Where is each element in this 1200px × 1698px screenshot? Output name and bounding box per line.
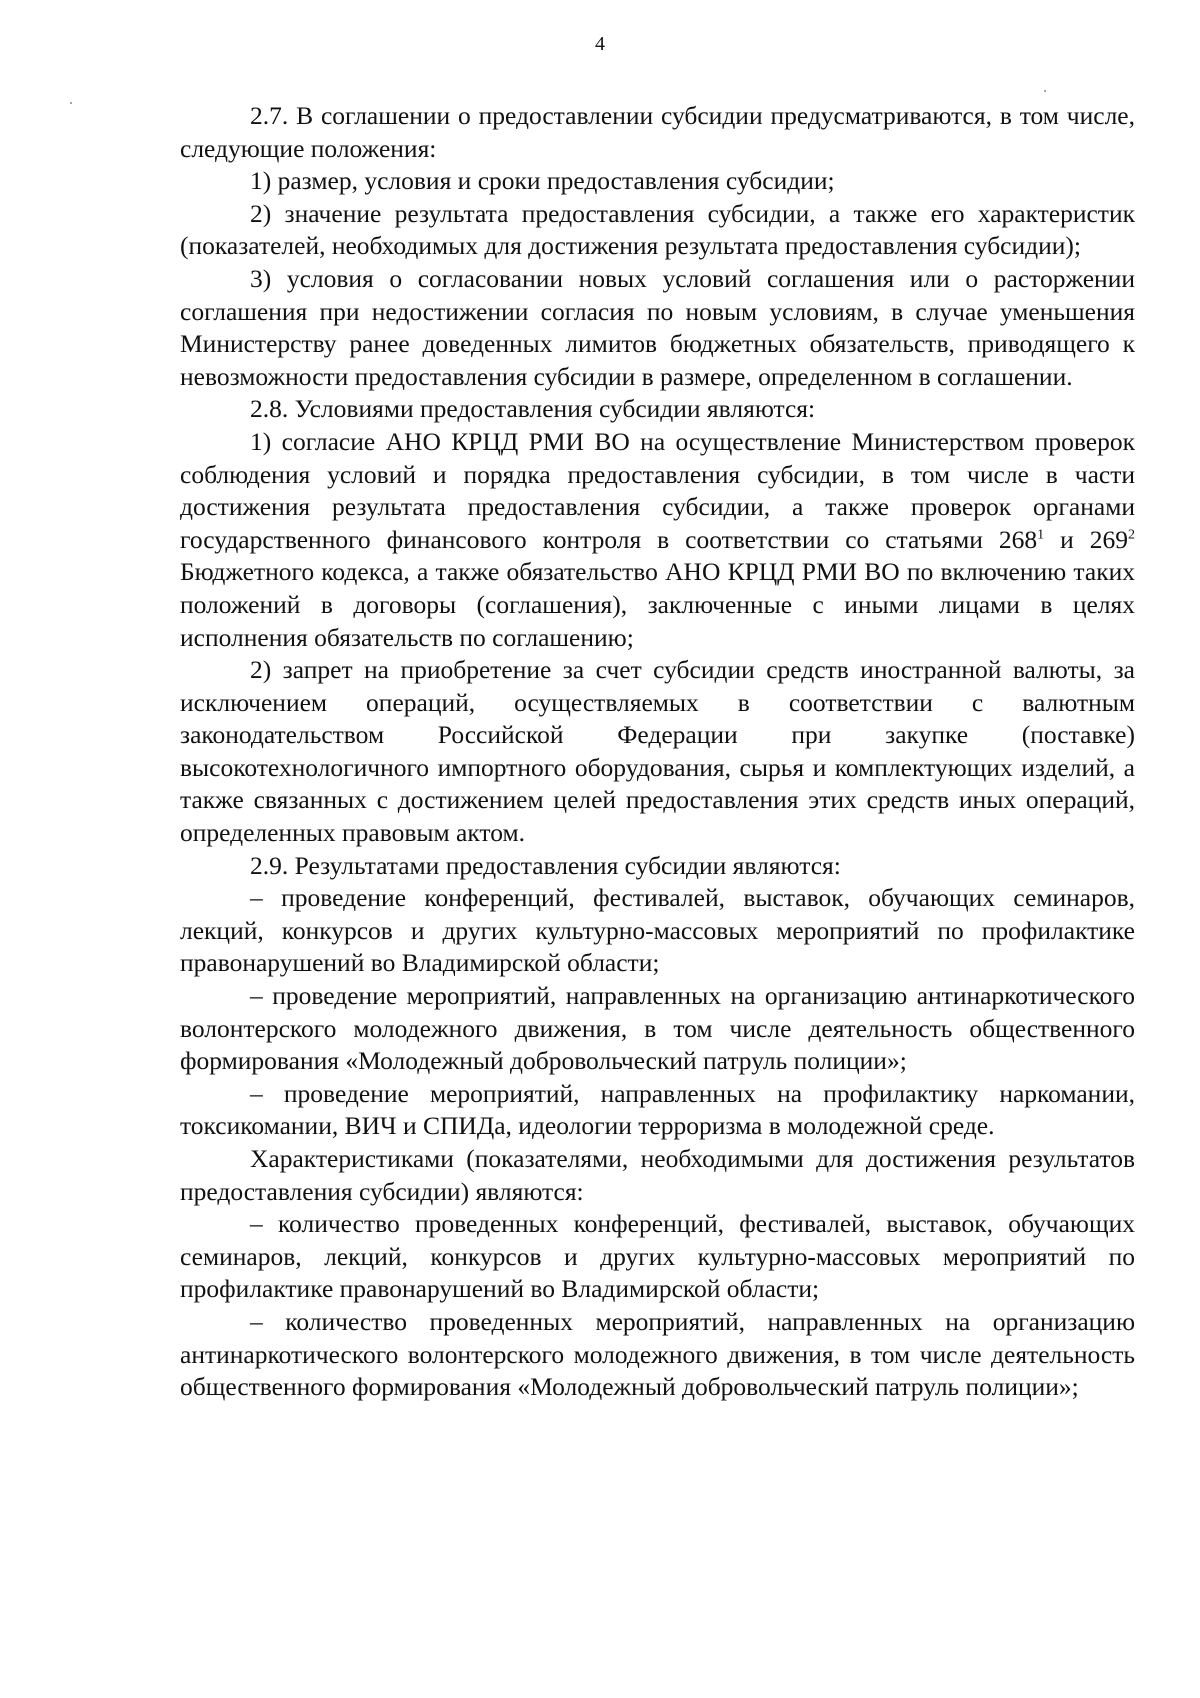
paragraph-2-9-item-2: – проведение мероприятий, направленных на организацию антинаркотического волонтерского молодежного движения, в том числе деятельность общественного формирования «Молодежный добровольческий патруль полиции»;: [180, 981, 1135, 1076]
paragraph-characteristics: Характеристиками (показателями, необходимыми для достижения результатов предоставления субсидии) являются:: [180, 1144, 1135, 1206]
page-number: 4: [595, 33, 605, 55]
paragraph-2-8-item-1-part-c: Бюджетного кодекса, а также обязательство АНО КРЦД РМИ ВО по включению таких положений в договоры (соглашения), заключенные с иными лицами в целях исполнения обязательств по соглашению;: [180, 557, 1135, 652]
scan-speck: [1044, 90, 1046, 92]
scan-speck: [70, 102, 72, 104]
document-body: [180, 100, 1135, 1404]
superscript-2: 2: [1128, 527, 1135, 543]
paragraph-2-7: 2.7. В соглашении о предоставлении субсидии предусматриваются, в том числе, следующие положения:: [180, 101, 1135, 163]
paragraph-2-8-item-1: [180, 426, 1135, 654]
paragraph-2-8-item-1-part-a: 1) согласие АНО КРЦД РМИ ВО на осуществление Министерством проверок соблюдения условий и порядка предоставления субсидии, в том числе в части достижения результата предоставления субсидии, а также проверок органами государственного финансового контроля в соответствии со статьями 268: [180, 426, 1135, 554]
paragraph-2-7-item-2: 2) значение результата предоставления субсидии, а также его характеристик (показателей, необходимых для достижения результата предоставления субсидии);: [180, 198, 1135, 261]
paragraph-2-7-item-1: 1) размер, условия и сроки предоставления субсидии;: [250, 166, 835, 196]
paragraph-2-7-item-3: 3) условия о согласовании новых условий соглашения или о расторжении соглашения при недостижении согласия по новым условиям, в случае уменьшения Министерству ранее доведенных лимитов бюджетных обязательств, приводящего к невозможности предоставления субсидии в размере, определенном в соглашении.: [180, 263, 1135, 391]
paragraph-2-8-item-2: 2) запрет на приобретение за счет субсидии средств иностранной валюты, за исключением операций, осуществляемых в соответствии с валютным законодательством Российской Федерации при закупке (поставке) высокотехнологичного импортного оборудования, сырья и комплектующих изделий, а также связанных с достижением целей предоставления этих средств иных операций, определенных правовым актом.: [180, 655, 1135, 848]
paragraph-2-9-item-3: – проведение мероприятий, направленных на профилактику наркомании, токсикомании, ВИЧ и СПИДа, идеологии терроризма в молодежной среде.: [180, 1078, 1135, 1141]
paragraph-2-8-item-1-part-b: и 269: [1044, 524, 1128, 554]
paragraph-2-8: 2.8. Условиями предоставления субсидии являются:: [250, 394, 816, 424]
paragraph-2-9-item-1: – проведение конференций, фестивалей, выставок, обучающих семинаров, лекций, конкурсов и других культурно-массовых мероприятий по профилактике правонарушений во Владимирской области;: [180, 883, 1135, 978]
paragraph-characteristics-item-2: – количество проведенных мероприятий, направленных на организацию антинаркотического волонтерского молодежного движения, в том числе деятельность общественного формирования «Молодежный добровольческий патруль полиции»;: [180, 1306, 1135, 1402]
paragraph-characteristics-item-1: – количество проведенных конференций, фестивалей, выставок, обучающих семинаров, лекций, конкурсов и других культурно-массовых мероприятий по профилактике правонарушений во Владимирской области;: [180, 1209, 1135, 1304]
paragraph-2-9: 2.9. Результатами предоставления субсидии являются:: [250, 850, 841, 880]
superscript-1: 1: [1037, 527, 1045, 543]
